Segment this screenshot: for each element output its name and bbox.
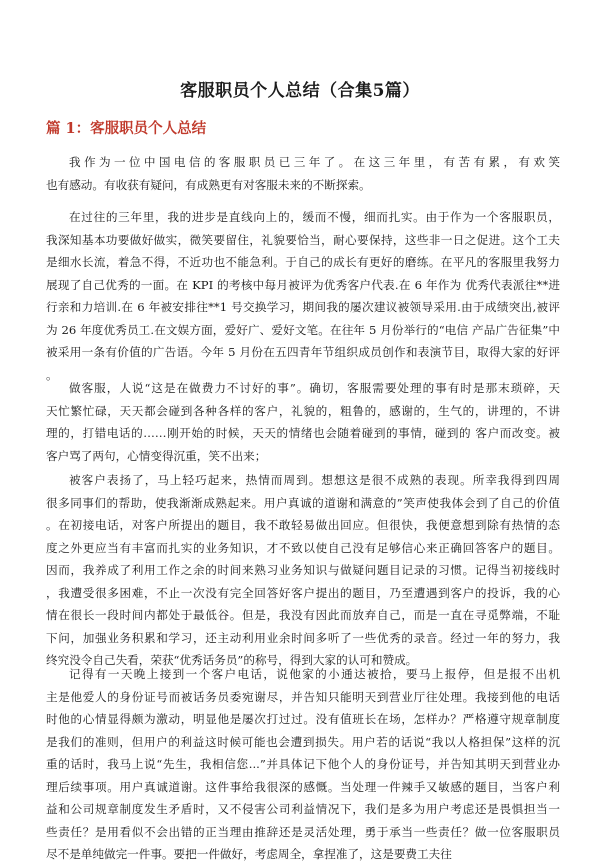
paragraph-line: 我深知基本功要做好做实，微笑要留住，礼貌要恰当，耐心要保持，这些非一日之促进。这个工夫 <box>46 232 560 247</box>
paragraph-line: 做客服，人说“这是在做费力不讨好的事”。确切，客服需要处理的事有时是那末琐碎，天 <box>69 381 560 395</box>
paragraph-3 <box>46 377 560 467</box>
paragraph-line: 行亲和力培训.在 6 年被安排往**1 号交换学习，期间我的屡次建议被领导采用.由于成绩突出,被评 <box>46 300 560 314</box>
paragraph-line: 展现了自己优秀的一面。在 KPI 的考核中每月被评为优秀客户代表.在 6 年作为 优秀代表派往**进 <box>46 277 560 292</box>
paragraph-line: 重的话时，我马上说“先生，我相信您...”并具体记下他个人的身份证号，并告知其明天到营业办 <box>46 757 560 771</box>
paragraph-line: ，我遭受很多困难，不止一次没有完全回答好客户提出的题目，乃至遭遇到客户的投诉，我的心 <box>46 585 560 600</box>
paragraph-line: 为 26 年度优秀员工.在文娱方面，爱好广、爱好文笔。在往年 5 月份举行的“电信 产品广告征集”中 <box>46 322 560 337</box>
paragraph-line: 我作为一位中国电信的客服职员已三年了。在这三年里，有苦有累，有欢笑 <box>69 155 560 169</box>
paragraph-line: 天忙繁忙碌，天天都会碰到各种各样的客户，礼貌的，粗鲁的，感谢的，生气的，讲理的，不讲 <box>46 403 560 418</box>
paragraph-5 <box>46 663 560 866</box>
paragraph-line: 下问，加强业务积累和学习，还主动利用业余时间多听了一些优秀的录音。经过一年的努力，我 <box>46 630 560 645</box>
paragraph-line: 被客户表扬了，马上轻巧起来，热情而周到。想想这是很不成熟的表现。所幸我得到四周 <box>69 473 560 487</box>
paragraph-1 <box>46 151 560 196</box>
paragraph-line: 些责任？是用看似不会出错的正当理由推辞还是灵活处理，勇于承当一些责任？做一位客服职员 <box>46 824 560 839</box>
paragraph-line: 是我们的准则，但用户的利益这时候可能也会遭到损失。用户若的话说“我以人格担保”这样的沉 <box>46 734 560 749</box>
paragraph-line: 被采用一条有价值的广告语。今年 5 月份在五四青年节组织成员创作和表演节目，取得大家的好评 <box>46 345 560 359</box>
paragraph-2 <box>46 206 560 386</box>
paragraph-line: 在过往的三年里，我的进步是直线向上的，缓而不慢，细而扎实。由于作为一个客服职员， <box>69 210 560 224</box>
paragraph-line: 。在初接电话，对客户所提出的题目，我不敢轻易做出回应。但很快，我便意想到除有热情的态 <box>46 518 560 532</box>
paragraph-line: 记得有一天晚上接到一个客户电话，说他家的小通达被拾，要马上报停，但是报不出机 <box>69 667 560 681</box>
paragraph-line: 终究没令自己失看，荣获“优秀话务员”的称号，得到大家的认可和赞成。 <box>46 653 418 667</box>
paragraph-line: 。 <box>46 367 58 382</box>
paragraph-line: 理后续事项。用户真诚道谢。这件事给我很深的感慨。当处理一件辣手又敏感的题目，当客户利 <box>46 779 560 794</box>
paragraph-line: 很多同事们的帮助，使我渐渐成熟起来。用户真诚的道谢和满意的”笑声使我体会到了自己的价值 <box>46 495 560 510</box>
paragraph-line: 尽不是单纯做完一件事。要把一件做好，考虑周全，拿捏准了，这是要费工夫往 <box>46 847 452 861</box>
paragraph-line: 也有感动。有收获有疑问，有成熟更有对客服未来的不断探索。 <box>46 177 371 192</box>
paragraph-line: 情在很长一段时间内都处于最低谷。但是，我没有因此而放弃自己，而是一直在寻觅弊端，不耻 <box>46 608 560 622</box>
paragraph-line: 时他的心情显得颇为激动，明显他是屡次打过过。没有值班长在场，怎样办？严格遵守规章制度 <box>46 712 560 726</box>
paragraph-line: 因而，我养成了利用工作之余的时间来熟习业务知识与做疑问题目记录的习惯。记得当初接线时 <box>46 563 560 577</box>
paragraph-line: 度之外更应当有丰富而扎实的业务知识，才不致以使自己没有足够信心来正确回答客户的题目。 <box>46 540 560 555</box>
paragraph-line: 客户骂了两句，心情变得沉重，笑不出来； <box>46 448 267 463</box>
paragraph-line: 理的，打错电话的……刚开始的时候，天天的情绪也会随着碰到的事情，碰到的 客户而改变。被 <box>46 426 560 440</box>
paragraph-line: 主是他爱人的身份证号而被话务员委宛谢尽，并告知只能明天到营业厅往处理。我接到他的电话 <box>46 689 560 704</box>
paragraph-line: 是细水长流，着急不得，不近功也不能急利。于自己的成长有更好的磨练。在平凡的客服里我努力 <box>46 255 560 269</box>
paragraph-4 <box>46 469 560 672</box>
paragraph-line: 益和公司规章制度发生矛盾时，又不侵害公司利益情况下，我们是多为用户考虑还是畏惧担当一 <box>46 802 560 816</box>
section-heading: 篇 1：客服职员个人总结 <box>46 120 207 137</box>
document-title: 客服职员个人总结（合集5篇） <box>180 81 420 101</box>
